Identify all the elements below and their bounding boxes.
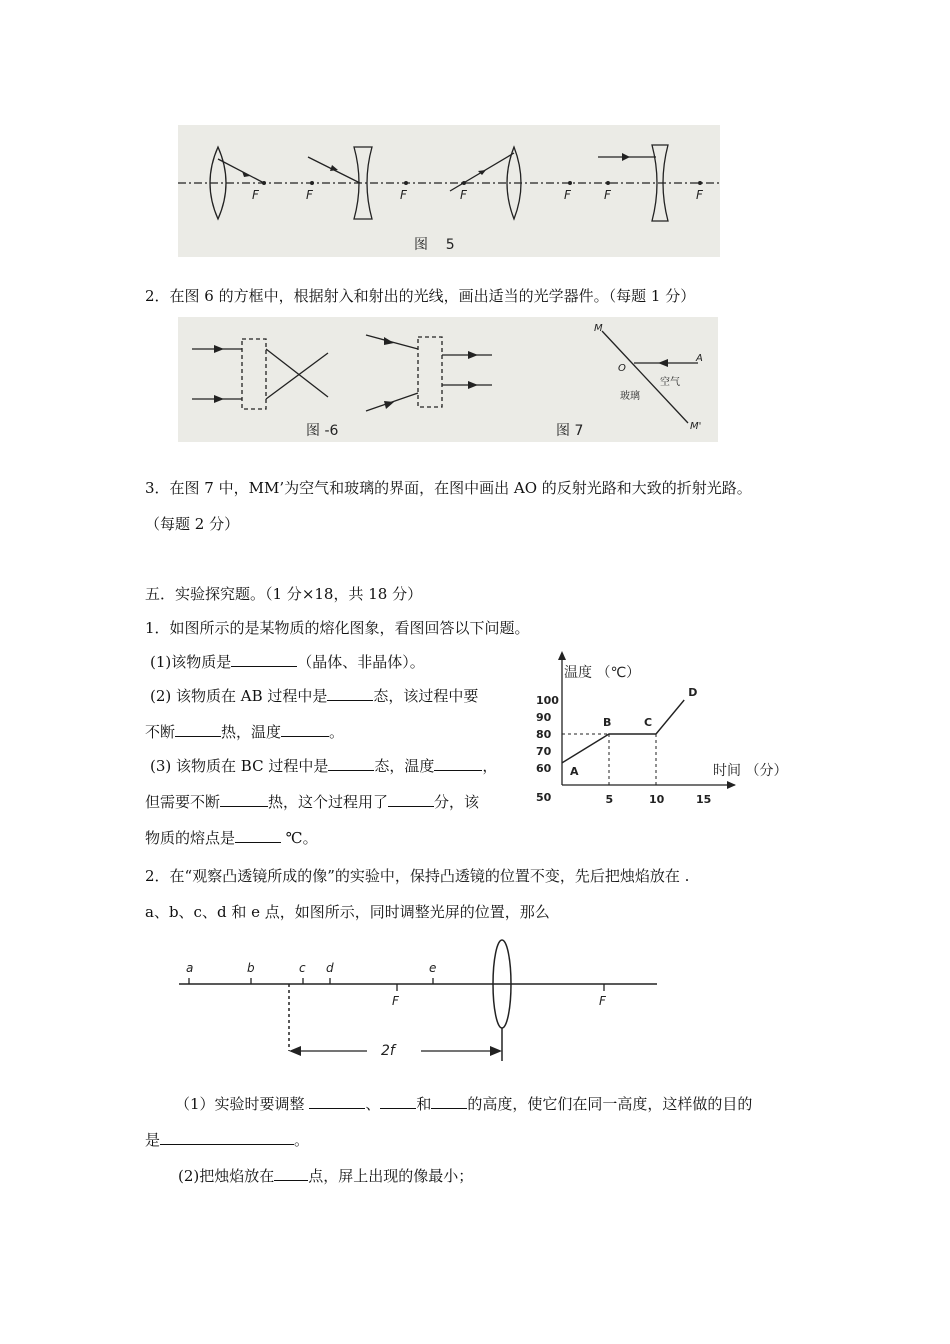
s5-q1-part1: (1)该物质是 （晶体、非晶体）。 bbox=[150, 653, 425, 671]
point-label-e: e bbox=[429, 961, 437, 975]
figure-5 bbox=[178, 125, 720, 257]
label-a: A bbox=[696, 353, 703, 364]
s5-q1-part4: (3) 该物质在 BC 过程中是 态，温度 ， bbox=[150, 757, 498, 775]
focal-label: F bbox=[252, 188, 259, 202]
x-axis-title: 时间 （分） bbox=[713, 763, 788, 779]
y-tick-label: 80 bbox=[536, 728, 552, 741]
answer-blank[interactable] bbox=[328, 756, 374, 771]
point-label-b: B bbox=[603, 716, 612, 729]
answer-blank[interactable] bbox=[235, 828, 281, 843]
question-2: 2．在图 6 的方框中，根据射入和射出的光线，画出适当的光学器件。（每题 1 分） bbox=[145, 287, 696, 305]
label-m: M bbox=[594, 323, 603, 334]
label-m-prime: M' bbox=[690, 421, 702, 432]
answer-blank[interactable] bbox=[327, 686, 373, 701]
lens-bench-diagram bbox=[175, 935, 665, 1070]
figure-5-caption: 图 5 bbox=[414, 237, 455, 253]
s5-q2-sub1: （1）实验时要调整 、 和 的高度，使它们在同一高度，这样做的目的 bbox=[175, 1095, 753, 1113]
s5-q1-part2: (2) 该物质在 AB 过程中是 态，该过程中要 bbox=[150, 687, 479, 705]
s5-q1-part5: 但需要不断 热，这个过程用了 分，该 bbox=[145, 793, 480, 811]
s5-q2-sub1-cont: 是 。 bbox=[145, 1131, 310, 1149]
question-3-line-2: （每题 2 分） bbox=[145, 515, 240, 533]
answer-blank[interactable] bbox=[281, 722, 329, 737]
section-5-title: 五．实验探究题。（1 分×18，共 18 分） bbox=[145, 585, 423, 603]
figure-6-7 bbox=[178, 317, 718, 442]
focal-label: F bbox=[306, 188, 313, 202]
answer-blank[interactable] bbox=[231, 652, 297, 667]
point-label-a: A bbox=[570, 764, 579, 778]
point-label-d: D bbox=[688, 686, 698, 699]
y-axis-arrow bbox=[558, 651, 566, 660]
distance-label: 2f bbox=[381, 1043, 395, 1059]
answer-blank[interactable] bbox=[160, 1130, 294, 1145]
point-label-b: b bbox=[247, 961, 255, 975]
melting-chart-svg bbox=[520, 645, 800, 815]
x-axis-arrow bbox=[727, 781, 736, 789]
answer-blank[interactable] bbox=[220, 792, 268, 807]
answer-blank[interactable] bbox=[309, 1094, 365, 1109]
focal-label: F bbox=[392, 994, 399, 1008]
figure-5-drawing bbox=[178, 125, 720, 257]
point-label-c: c bbox=[299, 961, 306, 975]
s5-q1-part3: 不断 热，温度 。 bbox=[145, 723, 345, 741]
s5-q1-intro: 1．如图所示的是某物质的熔化图象，看图回答以下问题。 bbox=[145, 619, 530, 637]
dashed-box-1 bbox=[242, 339, 266, 409]
answer-blank[interactable] bbox=[175, 722, 221, 737]
s5-q2-line-1: 2．在“观察凸透镜所成的像”的实验中，保持凸透镜的位置不变，先后把烛焰放在 . bbox=[145, 867, 690, 885]
melting-chart bbox=[520, 645, 800, 815]
point-label-d: d bbox=[326, 961, 334, 975]
question-3-line-1: 3．在图 7 中，MM’为空气和玻璃的界面，在图中画出 AO 的反射光路和大致的折射光路。 bbox=[145, 479, 752, 497]
focal-label: F bbox=[696, 188, 703, 202]
label-air: 空气 bbox=[660, 377, 680, 388]
point-label-a: a bbox=[186, 961, 194, 975]
y-tick-label: 50 bbox=[536, 791, 552, 804]
focal-label: F bbox=[604, 188, 611, 202]
x-tick-label: 15 bbox=[696, 793, 712, 806]
point-label-c: C bbox=[644, 716, 653, 729]
x-tick-label: 10 bbox=[649, 793, 665, 806]
figure-6-7-drawing bbox=[178, 317, 718, 442]
y-tick-label: 60 bbox=[536, 762, 552, 775]
melting-curve bbox=[562, 700, 684, 763]
s5-q1-part6: 物质的熔点是 ℃。 bbox=[145, 829, 318, 847]
s5-q2-line-2: a、b、c、d 和 e 点，如图所示，同时调整光屏的位置，那么 bbox=[145, 903, 550, 921]
answer-blank[interactable] bbox=[388, 792, 434, 807]
s5-q2-sub2: (2)把烛焰放在 点，屏上出现的像最小； bbox=[178, 1167, 474, 1185]
focal-label: F bbox=[460, 188, 467, 202]
answer-blank[interactable] bbox=[434, 756, 482, 771]
answer-blank[interactable] bbox=[274, 1166, 308, 1181]
label-glass: 玻璃 bbox=[620, 391, 640, 402]
y-tick-label: 70 bbox=[536, 745, 552, 758]
focal-label: F bbox=[400, 188, 407, 202]
focal-label: F bbox=[599, 994, 606, 1008]
lens-bench-svg bbox=[175, 935, 665, 1070]
focal-label: F bbox=[564, 188, 571, 202]
dashed-box-2 bbox=[418, 337, 442, 407]
y-axis-title: 温度 （℃） bbox=[564, 665, 641, 681]
figure-6-caption: 图 -6 bbox=[306, 423, 339, 439]
y-tick-label: 100 bbox=[536, 694, 559, 707]
x-tick-label: 5 bbox=[605, 793, 614, 806]
answer-blank[interactable] bbox=[380, 1094, 416, 1109]
figure-7-caption: 图 7 bbox=[556, 423, 584, 439]
label-o: O bbox=[618, 363, 626, 374]
answer-blank[interactable] bbox=[431, 1094, 467, 1109]
y-tick-label: 90 bbox=[536, 711, 552, 724]
